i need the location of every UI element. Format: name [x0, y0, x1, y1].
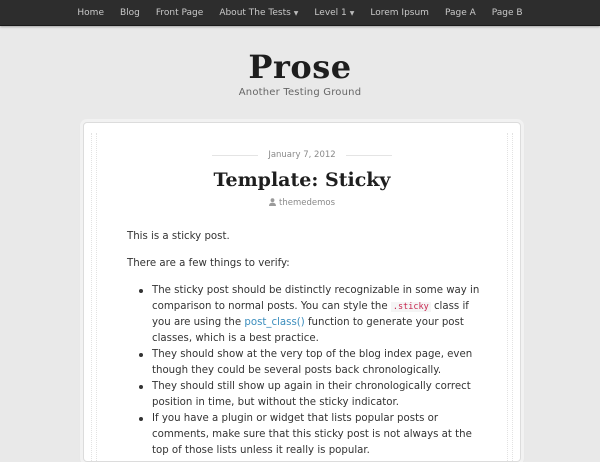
- post-date-row: [84, 150, 520, 160]
- nav-item-label: Lorem Ipsum: [370, 8, 429, 18]
- code-sticky: .sticky: [392, 302, 429, 312]
- list-item-text: The sticky post should be distinctly recognizable in some way in comparison to normal posts. You can style the: [152, 285, 480, 312]
- post-class-link[interactable]: post_class(): [244, 317, 305, 328]
- list-item: [137, 283, 487, 347]
- list-item: They should still show up again in their chronologically correct position in time, but without the sticky indicator.: [137, 379, 487, 411]
- site-description: Another Testing Ground: [238, 87, 362, 98]
- post-date[interactable]: January 7, 2012: [268, 150, 336, 160]
- post-title[interactable]: Template: Sticky: [213, 169, 391, 191]
- post-content: [127, 229, 487, 459]
- nav-item-label: Level 1: [314, 8, 347, 18]
- list-item: They should show at the very top of the blog index page, even though they could be several posts back chronologically.: [137, 347, 487, 379]
- nav-item-label: Front Page: [155, 8, 204, 18]
- nav-item-label: Page B: [491, 8, 523, 18]
- paragraph: There are a few things to verify:: [127, 258, 290, 269]
- list-item-text: function to generate your post classes, which is a best practice.: [152, 317, 464, 344]
- nav-item-about-the-tests[interactable]: [211, 8, 306, 18]
- divider: [212, 155, 258, 156]
- nav-item-home[interactable]: [69, 8, 112, 18]
- nav-item-label: About The Tests: [219, 8, 291, 18]
- nav-item-page-a[interactable]: [437, 8, 484, 18]
- site-title[interactable]: Prose: [248, 48, 352, 86]
- divider: [346, 155, 392, 156]
- user-icon: [269, 198, 276, 206]
- nav-item-blog[interactable]: [112, 8, 148, 18]
- nav-item-label: Home: [77, 8, 104, 18]
- nav-item-front-page[interactable]: [148, 8, 211, 18]
- top-navigation: [0, 0, 600, 26]
- list-item: If you have a plugin or widget that lists popular posts or comments, make sure that this sticky post is not always at the top of those lists unless it really is popular.: [137, 411, 487, 459]
- nav-item-page-b[interactable]: [484, 8, 531, 18]
- nav-item-label: Blog: [119, 8, 140, 18]
- paragraph: This is a sticky post.: [127, 231, 230, 242]
- nav-item-label: Page A: [444, 8, 476, 18]
- nav-item-lorem-ipsum[interactable]: [362, 8, 437, 18]
- post-author[interactable]: themedemos: [279, 198, 335, 208]
- post-author-row: [84, 198, 520, 208]
- nav-item-level-1[interactable]: [306, 8, 362, 18]
- caret-down-icon: ▼: [349, 9, 355, 17]
- list-item-text: class if you are using the: [152, 301, 469, 328]
- checklist: [137, 283, 487, 459]
- caret-down-icon: ▼: [293, 9, 299, 17]
- post-card: [83, 122, 521, 462]
